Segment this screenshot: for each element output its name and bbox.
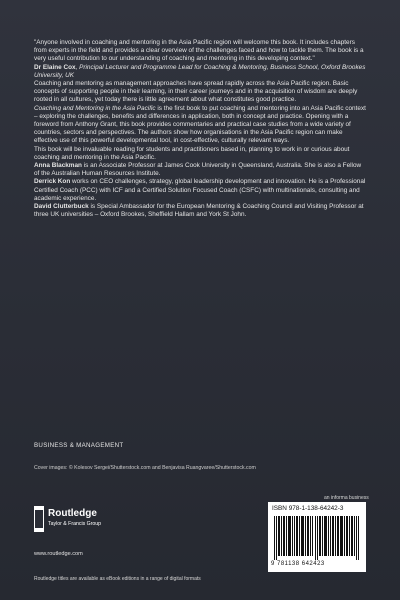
- author-bio-blackman: [34, 162, 368, 178]
- publisher-website[interactable]: www.routledge.com: [34, 551, 83, 557]
- informa-tagline: an informa business: [324, 495, 369, 501]
- endorsement-author: Dr Elaine Cox: [34, 63, 76, 71]
- description-paragraph-2: [34, 105, 368, 146]
- barcode-digits: 9 781138 642423: [271, 561, 325, 567]
- author-name: Anna Blackman: [34, 162, 82, 170]
- description-paragraph-1: Coaching and mentoring as management approaches have spread rapidly across the Asia Pacific region. Basic concepts of supporting people in their learning, in their career journeys and in the acquisition of wisdom are deeply rooted in all cultures, yet today there is little agreement about what constitutes good practice.: [34, 80, 358, 104]
- author-name: David Clutterbuck: [34, 203, 89, 211]
- author-bio-kon: [34, 178, 368, 203]
- barcode-bars: [274, 516, 360, 560]
- description-paragraph-2-text: is the first book to put coaching and mentoring into an Asia Pacific context – exploring the challenges, benefits and differences in application, both in concept and practice. Opening with a foreword from Anthony Grant, this book provides commentaries and practical case studies from a wide variety of countries, sectors and perspectives. The authors show how organisations in the Asia Pacific region can make effective use of this powerful developmental tool, in cost-effective, culturally relevant ways.: [34, 104, 366, 145]
- book-title-inline: Coaching and Mentoring in the Asia Pacific: [34, 104, 156, 112]
- description-paragraph-3: This book will be invaluable reading for students and practitioners based in, planning to work in or curious about coaching and mentoring in the Asia Pacific.: [34, 145, 350, 161]
- author-bio-text: works on CEO challenges, strategy, global leadership development and innovation. He is a Professional Certified Coach (PCC) with ICF and a Certified Solution Focused Coach (CSFC) with multinationals, consulting and academic experience.: [34, 178, 366, 202]
- endorsement-quote: "Anyone involved in coaching and mentoring in the Asia Pacific region will welcome this book. It includes chapters from experts in the field and provides a clear overview of the challenges faced and how to tackle them. The book is a very useful contribution to our understanding of coaching and mentoring in this developing context.": [34, 39, 364, 63]
- publisher-logo: [34, 506, 114, 542]
- author-bio-text: is an Associate Professor at James Cook University in Queensland, Australia. She is also a Fellow of the Australian Human Resources Institute.: [34, 162, 362, 178]
- publisher-group: Taylor & Francis Group: [48, 521, 102, 527]
- image-credits: Cover images: © Kolesov Sergei/Shutterstock.com and Benjavisa Ruangvaree/Shutterstock.com: [34, 465, 256, 471]
- author-bio-text: is Special Ambassador for the European Mentoring & Coaching Council and Visiting Professor at three UK universities – Oxford Brookes, Sheffield Hallam and York St John.: [34, 203, 364, 219]
- cover-text: [34, 39, 368, 219]
- isbn-number: ISBN 978-1-138-64242-3: [272, 505, 344, 512]
- author-name: Derrick Kon: [34, 178, 71, 186]
- subject-category: BUSINESS & MANAGEMENT: [34, 442, 124, 449]
- publisher-name: Routledge: [48, 508, 97, 519]
- routledge-logo-icon: [34, 506, 44, 532]
- ebook-availability-note: Routledge titles are available as eBook editions in a range of digital formats: [34, 576, 201, 582]
- author-bio-clutterbuck: [34, 203, 368, 219]
- isbn-barcode: [268, 502, 366, 572]
- endorsement-attribution: [34, 64, 368, 80]
- endorsement-author-title: , Principal Lecturer and Programme Lead for Coaching & Mentoring, Business School, Oxford Brookes University, UK: [34, 63, 366, 79]
